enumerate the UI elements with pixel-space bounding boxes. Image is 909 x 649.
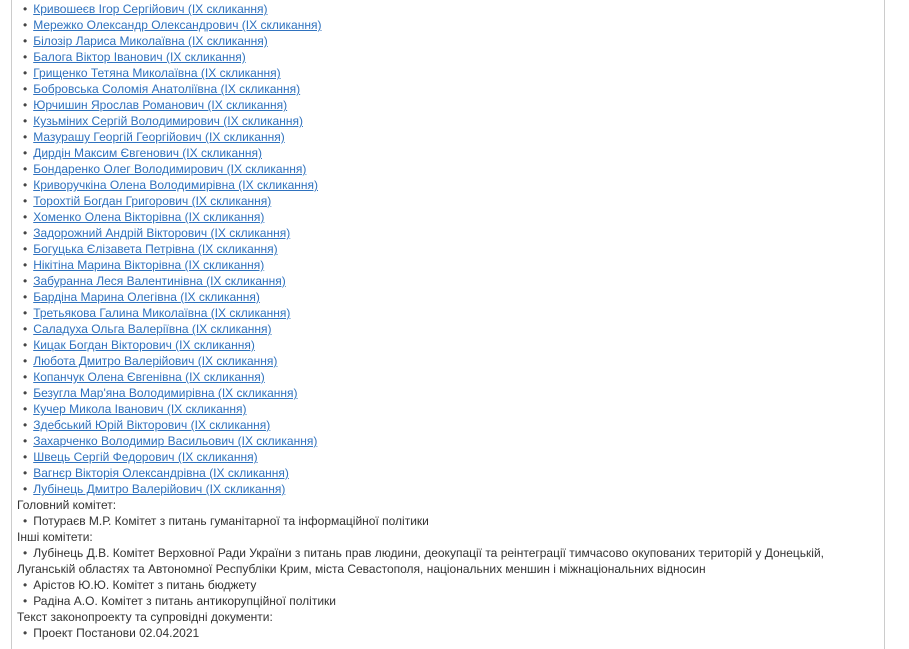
bullet-icon: •	[23, 386, 28, 400]
deputy-list-item	[17, 177, 879, 193]
bullet-icon: •	[23, 226, 28, 240]
deputy-list-item	[17, 417, 879, 433]
deputy-link[interactable]: Бардіна Марина Олегівна (IX скликання)	[33, 290, 260, 304]
deputy-list-item	[17, 449, 879, 465]
deputy-link[interactable]: Мазурашу Георгій Георгійович (IX скликання)	[33, 130, 285, 144]
deputy-link[interactable]: Кривошеєв Ігор Сергійович (IX скликання)	[33, 2, 268, 16]
bullet-icon: •	[23, 514, 28, 528]
deputy-list-item	[17, 353, 879, 369]
deputy-link[interactable]: Здебський Юрій Вікторович (IX скликання)	[33, 418, 271, 432]
deputy-link[interactable]: Юрчишин Ярослав Романович (IX скликання)	[33, 98, 288, 112]
bullet-icon: •	[23, 546, 28, 560]
bullet-icon: •	[23, 274, 28, 288]
committee-list-item	[17, 513, 879, 529]
deputy-link[interactable]: Кузьміних Сергій Володимирович (IX скликання)	[33, 114, 303, 128]
content-panel	[11, 0, 885, 649]
deputy-list-item	[17, 49, 879, 65]
deputy-list-item	[17, 369, 879, 385]
deputy-link[interactable]: Мережко Олександр Олександрович (IX скликання)	[33, 18, 322, 32]
committee-text: Арістов Ю.Ю. Комітет з питань бюджету	[33, 578, 257, 592]
deputy-link[interactable]: Любота Дмитро Валерійович (IX скликання)	[33, 354, 278, 368]
bullet-icon: •	[23, 18, 28, 32]
deputy-link[interactable]: Кицак Богдан Вікторович (IX скликання)	[33, 338, 255, 352]
deputy-list-item	[17, 17, 879, 33]
bullet-icon: •	[23, 450, 28, 464]
deputy-list-item	[17, 465, 879, 481]
deputy-list-item	[17, 65, 879, 81]
bullet-icon: •	[23, 290, 28, 304]
deputy-list-item	[17, 209, 879, 225]
bullet-icon: •	[23, 114, 28, 128]
bullet-icon: •	[23, 50, 28, 64]
deputy-list-item	[17, 97, 879, 113]
deputy-list-item	[17, 305, 879, 321]
bullet-icon: •	[23, 98, 28, 112]
deputy-list-item	[17, 433, 879, 449]
bullet-icon: •	[23, 434, 28, 448]
document-text: Проект Постанови 02.04.2021	[33, 626, 200, 640]
bullet-icon: •	[23, 578, 28, 592]
bullet-icon: •	[23, 34, 28, 48]
bullet-icon: •	[23, 594, 28, 608]
bullet-icon: •	[23, 210, 28, 224]
deputy-link[interactable]: Дирдін Максим Євгенович (IX скликання)	[33, 146, 262, 160]
bullet-icon: •	[23, 370, 28, 384]
deputy-link[interactable]: Бондаренко Олег Володимирович (IX скликання)	[33, 162, 307, 176]
bullet-icon: •	[23, 402, 28, 416]
deputy-link[interactable]: Криворучкіна Олена Володимирівна (IX скликання)	[33, 178, 318, 192]
deputy-link[interactable]: Забуранна Леся Валентинівна (IX скликання)	[33, 274, 286, 288]
committee-list-item	[17, 593, 879, 609]
bullet-icon: •	[23, 354, 28, 368]
deputy-list-item	[17, 481, 879, 497]
bullet-icon: •	[23, 178, 28, 192]
deputy-link[interactable]: Богуцька Єлізавета Петрівна (IX скликання)	[33, 242, 278, 256]
committee-text: Потураєв М.Р. Комітет з питань гуманітарної та інформаційної політики	[33, 514, 429, 528]
committee-text: Лубінець Д.В. Комітет Верховної Ради України з питань прав людини, деокупації та реінтеграції тимчасово окупованих територій у Донецькій, Луганській областях та Автономної Республіки Крим, міста Севастополя, національних меншин і міжнаціональних відносин	[17, 546, 825, 576]
bullet-icon: •	[23, 66, 28, 80]
other-committees-list	[17, 545, 879, 609]
deputy-list-item	[17, 113, 879, 129]
bullet-icon: •	[23, 82, 28, 96]
deputy-list-item	[17, 1, 879, 17]
deputy-list-item	[17, 129, 879, 145]
bullet-icon: •	[23, 306, 28, 320]
deputy-link[interactable]: Нікітіна Марина Вікторівна (IX скликання)	[33, 258, 265, 272]
deputy-list-item	[17, 401, 879, 417]
bullet-icon: •	[23, 418, 28, 432]
deputy-link[interactable]: Третьякова Галина Миколаївна (IX скликання)	[33, 306, 291, 320]
bullet-icon: •	[23, 2, 28, 16]
deputy-list-item	[17, 385, 879, 401]
deputy-link[interactable]: Кучер Микола Іванович (IX скликання)	[33, 402, 247, 416]
documents-list	[17, 625, 879, 641]
deputy-list-item	[17, 241, 879, 257]
deputy-list-item	[17, 193, 879, 209]
deputy-link[interactable]: Копанчук Олена Євгенівна (IX скликання)	[33, 370, 265, 384]
deputy-link[interactable]: Бобровська Соломія Анатоліївна (IX скликання)	[33, 82, 301, 96]
deputies-list	[17, 1, 879, 497]
bullet-icon: •	[23, 482, 28, 496]
deputy-link[interactable]: Задорожний Андрій Вікторович (IX скликання)	[33, 226, 291, 240]
deputy-list-item	[17, 81, 879, 97]
bullet-icon: •	[23, 162, 28, 176]
committee-text: Радіна А.О. Комітет з питань антикорупційної політики	[33, 594, 336, 608]
deputy-list-item	[17, 145, 879, 161]
main-committee-heading: Головний комітет:	[17, 498, 117, 512]
committee-list-item	[17, 577, 879, 593]
other-committees-heading: Інші комітети:	[17, 530, 93, 544]
deputy-link[interactable]: Вагнєр Вікторія Олександрівна (IX скликання)	[33, 466, 289, 480]
bullet-icon: •	[23, 258, 28, 272]
deputy-list-item	[17, 289, 879, 305]
deputy-link[interactable]: Безугла Мар'яна Володимирівна (IX скликання)	[33, 386, 298, 400]
bullet-icon: •	[23, 322, 28, 336]
bullet-icon: •	[23, 626, 28, 640]
committee-list-item	[17, 545, 879, 577]
main-committee-list	[17, 513, 879, 529]
deputy-list-item	[17, 33, 879, 49]
bullet-icon: •	[23, 146, 28, 160]
bullet-icon: •	[23, 242, 28, 256]
bullet-icon: •	[23, 194, 28, 208]
deputy-link[interactable]: Хоменко Олена Вікторівна (IX скликання)	[33, 210, 265, 224]
deputy-list-item	[17, 161, 879, 177]
bullet-icon: •	[23, 466, 28, 480]
deputy-list-item	[17, 273, 879, 289]
deputy-link[interactable]: Балога Віктор Іванович (IX скликання)	[33, 50, 246, 64]
deputy-link[interactable]: Білозір Лариса Миколаївна (IX скликання)	[33, 34, 268, 48]
deputy-list-item	[17, 337, 879, 353]
deputy-link[interactable]: Грищенко Тетяна Миколаївна (IX скликання)	[33, 66, 281, 80]
deputy-list-item	[17, 321, 879, 337]
bullet-icon: •	[23, 338, 28, 352]
documents-heading: Текст законопроекту та супровідні документи:	[17, 610, 273, 624]
deputy-link[interactable]: Саладуха Ольга Валеріївна (IX скликання)	[33, 322, 272, 336]
deputy-list-item	[17, 225, 879, 241]
deputy-link[interactable]: Захарченко Володимир Васильович (IX скликання)	[33, 434, 318, 448]
deputy-link[interactable]: Лубінець Дмитро Валерійович (IX скликання)	[33, 482, 286, 496]
document-list-item	[17, 625, 879, 641]
deputy-list-item	[17, 257, 879, 273]
deputy-link[interactable]: Торохтій Богдан Григорович (IX скликання)	[33, 194, 272, 208]
bullet-icon: •	[23, 130, 28, 144]
deputy-link[interactable]: Швець Сергій Федорович (IX скликання)	[33, 450, 258, 464]
